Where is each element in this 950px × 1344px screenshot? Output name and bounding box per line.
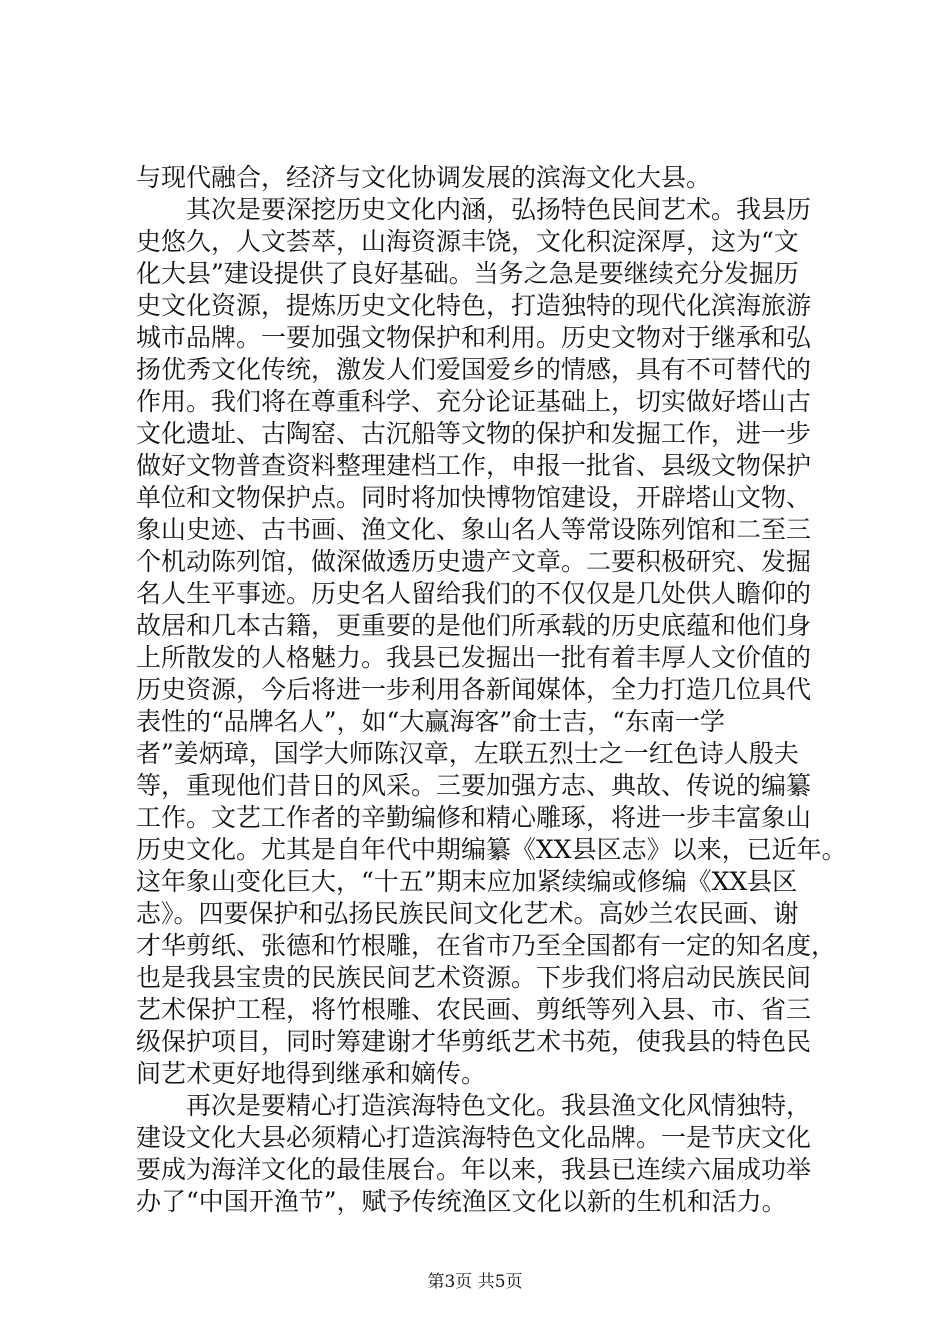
text-line: 表性的“品牌名人”，如“大赢海客”俞士吉，“东南一学 (136, 707, 725, 736)
text-line: 者”姜炳璋，国学大师陈汉章，左联五烈士之一红色诗人殷夫 (136, 739, 799, 768)
text-line: 作用。我们将在尊重科学、充分论证基础上，切实做好塔山古 (136, 387, 812, 416)
page-number: 第3页 共5页 (427, 1272, 523, 1292)
text-line: 史文化资源，提炼历史文化特色，打造独特的现代化滨海旅游 (136, 291, 812, 320)
text-line: 要成为海洋文化的最佳展台。年以来，我县已连续六届成功举 (136, 1155, 812, 1184)
text-line: 间艺术更好地得到继承和嫡传。 (136, 1059, 487, 1088)
text-line: 也是我县宝贵的民族民间艺术资源。下步我们将启动民族民间 (136, 963, 812, 992)
text-line: 扬优秀文化传统，激发人们爱国爱乡的情感，具有不可替代的 (136, 355, 812, 384)
text-line: 其次是要深挖历史文化内涵，弘扬特色民间艺术。我县历 (136, 195, 812, 224)
text-line: 史悠久，人文荟萃，山海资源丰饶，文化积淀深厚，这为“文 (136, 227, 799, 256)
text-line: 化大县”建设提供了良好基础。当务之急是要继续充分发掘历 (136, 259, 799, 288)
text-line: 艺术保护工程，将竹根雕、农民画、剪纸等列入县、市、省三 (136, 995, 812, 1024)
text-line: 历史资源，今后将进一步利用各新闻媒体，全力打造几位具代 (136, 675, 812, 704)
text-line: 这年象山变化巨大，“十五”期末应加紧续编或修编《XX县区 (136, 867, 798, 896)
text-line: 故居和几本古籍，更重要的是他们所承载的历史底蕴和他们身 (136, 611, 812, 640)
text-line: 与现代融合，经济与文化协调发展的滨海文化大县。 (136, 163, 712, 192)
text-line: 级保护项目，同时筹建谢才华剪纸艺术书苑，使我县的特色民 (136, 1027, 812, 1056)
text-line: 建设文化大县必须精心打造滨海特色文化品牌。一是节庆文化 (136, 1123, 812, 1152)
text-line: 文化遗址、古陶窑、古沉船等文物的保护和发掘工作，进一步 (136, 419, 812, 448)
text-line: 历史文化。尤其是自年代中期编纂《XX县区志》以来，已近年。 (136, 835, 847, 864)
body-text (136, 162, 847, 1218)
text-line: 名人生平事迹。历史名人留给我们的不仅仅是几处供人瞻仰的 (136, 579, 812, 608)
text-line: 办了“中国开渔节”，赋予传统渔区文化以新的生机和活力。 (136, 1187, 787, 1216)
text-line: 上所散发的人格魅力。我县已发掘出一批有着丰厚人文价值的 (136, 643, 812, 672)
text-line: 志》。四要保护和弘扬民族民间文化艺术。高妙兰农民画、谢 (136, 899, 799, 928)
text-line: 做好文物普查资料整理建档工作，申报一批省、县级文物保护 (136, 451, 812, 480)
text-line: 等，重现他们昔日的风采。三要加强方志、典故、传说的编纂 (136, 771, 812, 800)
text-line: 个机动陈列馆，做深做透历史遗产文章。二要积极研究、发掘 (136, 547, 812, 576)
text-line: 城市品牌。一要加强文物保护和利用。历史文物对于继承和弘 (136, 323, 812, 352)
text-line: 象山史迹、古书画、渔文化、象山名人等常设陈列馆和二至三 (136, 515, 812, 544)
text-line: 才华剪纸、张德和竹根雕，在省市乃至全国都有一定的知名度， (136, 931, 837, 960)
text-line: 再次是要精心打造滨海特色文化。我县渔文化风情独特， (136, 1091, 812, 1120)
text-line: 工作。文艺工作者的辛勤编修和精心雕琢，将进一步丰富象山 (136, 803, 812, 832)
text-line: 单位和文物保护点。同时将加快博物馆建设，开辟塔山文物、 (136, 483, 812, 512)
